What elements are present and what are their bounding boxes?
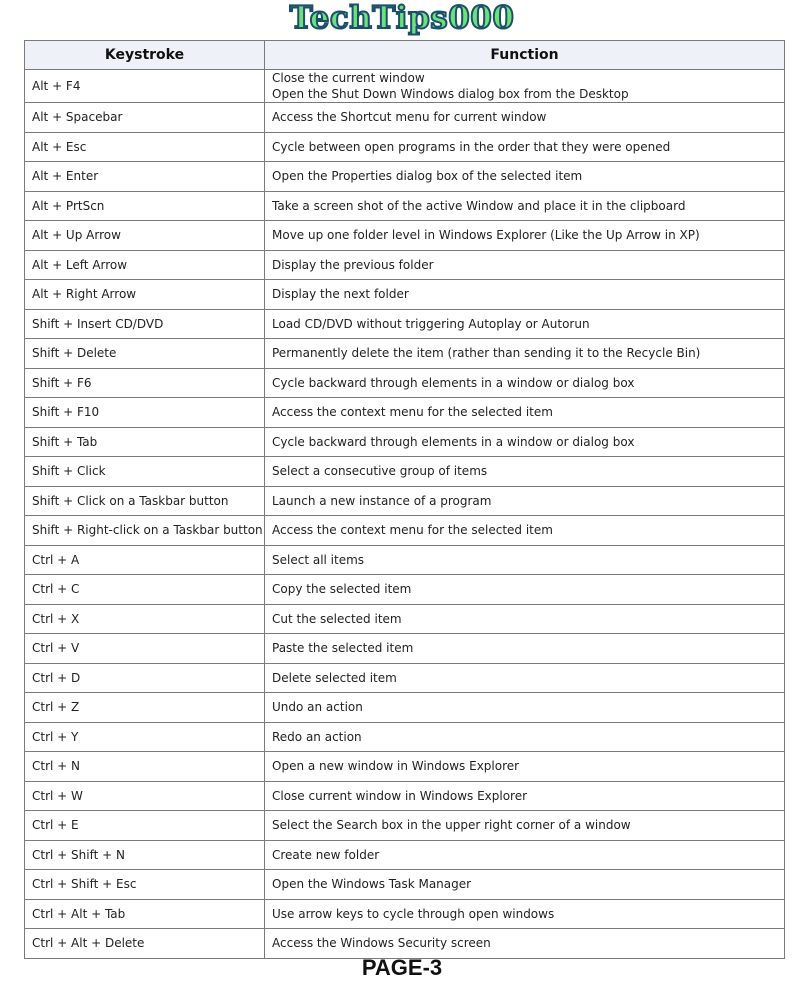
function-text: Cycle backward through elements in a window or dialog box: [272, 375, 635, 390]
keystroke-cell: Alt + Left Arrow: [25, 250, 265, 280]
function-text: Move up one folder level in Windows Explorer (Like the Up Arrow in XP): [272, 228, 700, 243]
keystroke-cell: Ctrl + W: [25, 781, 265, 811]
function-text: Copy the selected item: [272, 582, 412, 597]
function-cell: [265, 929, 785, 959]
function-text: Display the next folder: [272, 287, 409, 302]
table-row: [25, 191, 785, 221]
function-cell: [265, 486, 785, 516]
function-text: Close current window in Windows Explorer: [272, 788, 528, 803]
keystroke-cell: Alt + Right Arrow: [25, 280, 265, 310]
function-text: Cut the selected item: [272, 611, 402, 626]
function-cell: [265, 693, 785, 723]
table-row: [25, 693, 785, 723]
keystroke-cell: Shift + Insert CD/DVD: [25, 309, 265, 339]
keystroke-cell: Alt + Up Arrow: [25, 221, 265, 251]
function-text: Undo an action: [272, 700, 363, 715]
table-row: [25, 840, 785, 870]
function-text: Redo an action: [272, 729, 362, 744]
function-text: Display the previous folder: [272, 257, 434, 272]
function-text: Open a new window in Windows Explorer: [272, 759, 520, 774]
table-row: [25, 221, 785, 251]
function-cell: [265, 280, 785, 310]
table-row: [25, 103, 785, 133]
function-text: Create new folder: [272, 847, 380, 862]
function-text: Take a screen shot of the active Window and place it in the clipboard: [272, 198, 686, 213]
keystroke-cell: Shift + Tab: [25, 427, 265, 457]
function-cell: [265, 191, 785, 221]
table-row: [25, 899, 785, 929]
function-text: Open the Shut Down Windows dialog box from the Desktop: [272, 87, 629, 101]
function-cell: [265, 457, 785, 487]
function-text: Access the Windows Security screen: [272, 936, 491, 951]
function-text: Select a consecutive group of items: [272, 464, 488, 479]
table-row: [25, 604, 785, 634]
header-keystroke: Keystroke: [25, 41, 265, 70]
function-cell: [265, 132, 785, 162]
function-text: Select the Search box in the upper right corner of a window: [272, 818, 631, 833]
function-cell: [265, 752, 785, 782]
function-cell: [265, 604, 785, 634]
table-row: [25, 70, 785, 103]
function-text: Launch a new instance of a program: [272, 493, 492, 508]
table-row: [25, 663, 785, 693]
keystroke-cell: Ctrl + Z: [25, 693, 265, 723]
table-row: [25, 634, 785, 664]
keystroke-cell: Shift + F6: [25, 368, 265, 398]
table-row: [25, 870, 785, 900]
function-cell: [265, 368, 785, 398]
function-text: Access the Shortcut menu for current window: [272, 110, 547, 125]
function-cell: [265, 663, 785, 693]
table-row: [25, 250, 785, 280]
table-row: [25, 575, 785, 605]
table-row: [25, 722, 785, 752]
keystroke-cell: Ctrl + N: [25, 752, 265, 782]
table-row: [25, 309, 785, 339]
function-text: Access the context menu for the selected item: [272, 523, 553, 538]
function-text: Cycle between open programs in the order that they were opened: [272, 139, 671, 154]
function-cell: [265, 899, 785, 929]
keystroke-cell: Ctrl + A: [25, 545, 265, 575]
keystroke-cell: Shift + F10: [25, 398, 265, 428]
function-text: Permanently delete the item (rather than sending it to the Recycle Bin): [272, 346, 701, 361]
function-cell: [265, 398, 785, 428]
table-row: [25, 427, 785, 457]
shortcut-table: [24, 40, 785, 959]
function-text: Select all items: [272, 552, 365, 567]
keystroke-cell: Alt + Enter: [25, 162, 265, 192]
table-row: [25, 486, 785, 516]
keystroke-cell: Ctrl + C: [25, 575, 265, 605]
table-row: [25, 545, 785, 575]
function-text: Delete selected item: [272, 670, 397, 685]
keystroke-cell: Ctrl + D: [25, 663, 265, 693]
techtips-logo: [0, 0, 804, 36]
table-body: [25, 70, 785, 959]
function-cell: [265, 575, 785, 605]
function-cell: [265, 309, 785, 339]
table-row: [25, 457, 785, 487]
keystroke-cell: Ctrl + Y: [25, 722, 265, 752]
table-row: [25, 339, 785, 369]
table-row: [25, 781, 785, 811]
keystroke-cell: Ctrl + X: [25, 604, 265, 634]
page-number: PAGE-3: [361, 955, 443, 980]
table-row: [25, 398, 785, 428]
function-cell: [265, 781, 785, 811]
table-header-row: [25, 41, 785, 70]
function-cell: [265, 162, 785, 192]
function-text: Close the current window: [272, 71, 425, 85]
keystroke-cell: Ctrl + E: [25, 811, 265, 841]
function-cell: [265, 634, 785, 664]
keystroke-cell: Shift + Click on a Taskbar button: [25, 486, 265, 516]
keystroke-cell: Shift + Right-click on a Taskbar button: [25, 516, 265, 546]
function-text: Open the Properties dialog box of the selected item: [272, 169, 583, 184]
function-cell: [265, 840, 785, 870]
function-text: Load CD/DVD without triggering Autoplay or Autorun: [272, 316, 590, 331]
keystroke-cell: Ctrl + V: [25, 634, 265, 664]
table-row: [25, 516, 785, 546]
function-cell: [265, 811, 785, 841]
table-row: [25, 752, 785, 782]
keystroke-cell: Ctrl + Shift + N: [25, 840, 265, 870]
function-cell: [265, 103, 785, 133]
keystroke-cell: Ctrl + Alt + Tab: [25, 899, 265, 929]
function-cell: [265, 516, 785, 546]
keystroke-cell: Ctrl + Shift + Esc: [25, 870, 265, 900]
function-cell: [265, 339, 785, 369]
function-text: Access the context menu for the selected item: [272, 405, 553, 420]
keystroke-cell: Shift + Click: [25, 457, 265, 487]
table-row: [25, 132, 785, 162]
function-cell: [265, 722, 785, 752]
function-cell: [265, 427, 785, 457]
function-text: Cycle backward through elements in a window or dialog box: [272, 434, 635, 449]
keystroke-cell: Alt + PrtScn: [25, 191, 265, 221]
keystroke-cell: Alt + F4: [25, 70, 265, 103]
logo-text: TechTips000: [289, 0, 515, 36]
function-text: Paste the selected item: [272, 641, 414, 656]
table-row: [25, 368, 785, 398]
table-row: [25, 162, 785, 192]
keystroke-cell: Ctrl + Alt + Delete: [25, 929, 265, 959]
keystroke-cell: Alt + Spacebar: [25, 103, 265, 133]
table-row: [25, 811, 785, 841]
table-row: [25, 929, 785, 959]
function-cell: [265, 870, 785, 900]
table-row: [25, 280, 785, 310]
function-cell: [265, 221, 785, 251]
function-cell: [265, 250, 785, 280]
keystroke-cell: Alt + Esc: [25, 132, 265, 162]
keystroke-cell: Shift + Delete: [25, 339, 265, 369]
function-text: Use arrow keys to cycle through open windows: [272, 906, 555, 921]
function-cell: [265, 545, 785, 575]
header-function: Function: [265, 41, 785, 70]
function-cell: [265, 70, 785, 103]
function-text: Open the Windows Task Manager: [272, 877, 472, 892]
